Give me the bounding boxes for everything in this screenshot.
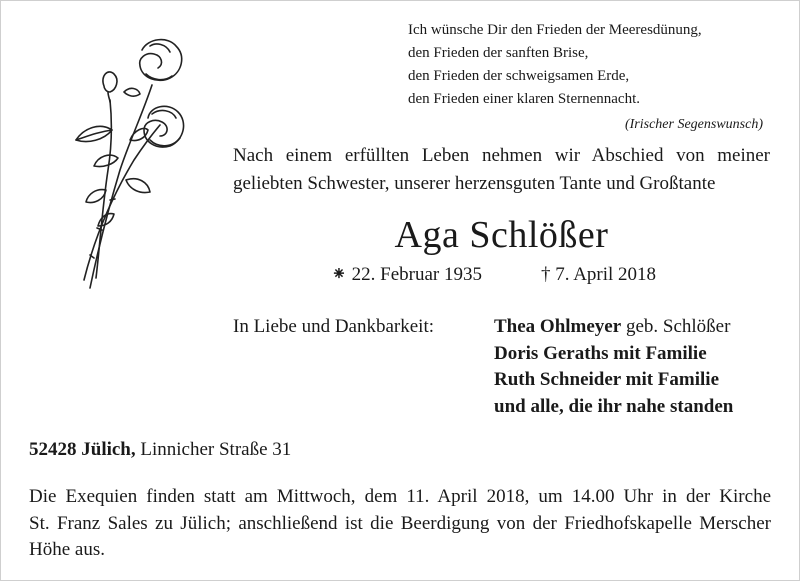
mourner-maiden-name: geb. Schlößer bbox=[621, 316, 731, 337]
thanks-label: In Liebe und Dankbarkeit: bbox=[233, 316, 435, 337]
address bbox=[29, 437, 291, 463]
deceased-name: Aga Schlößer bbox=[394, 214, 609, 256]
address-street: Linnicher Straße 31 bbox=[135, 439, 292, 460]
poem-line: den Frieden einer klaren Sternennacht. bbox=[408, 91, 640, 107]
poem bbox=[408, 19, 778, 136]
mourner-name: Ruth Schneider mit Familie bbox=[494, 369, 720, 390]
life-dates bbox=[331, 262, 691, 288]
mourner-row bbox=[494, 341, 733, 368]
mourner-name: und alle, die ihr nahe standen bbox=[494, 395, 734, 417]
address-city: 52428 Jülich, bbox=[29, 439, 136, 460]
death-date: † 7. April 2018 bbox=[541, 264, 657, 285]
funeral-line: Höhe aus. bbox=[29, 539, 105, 560]
funeral-info bbox=[29, 484, 771, 564]
poem-line: den Frieden der sanften Brise, bbox=[408, 45, 589, 61]
mourners-list bbox=[494, 314, 733, 420]
roses-icon bbox=[50, 30, 200, 290]
funeral-line: St. Franz Sales zu Jülich; anschließend ist die Beerdigung von der Friedhofskapelle Merscher bbox=[29, 512, 771, 534]
mourner-name: Doris Geraths mit Familie bbox=[494, 342, 707, 364]
poem-source: (Irischer Segenswunsch) bbox=[624, 117, 763, 132]
poem-line: Ich wünsche Dir den Frieden der Meeresdünung, bbox=[408, 22, 702, 38]
funeral-line: Die Exequien finden statt am Mittwoch, dem 11. April 2018, um 14.00 Uhr in der Kirche bbox=[29, 486, 771, 507]
poem-line: den Frieden der schweigsamen Erde, bbox=[408, 68, 630, 84]
intro-text: Nach einem erfüllten Leben nehmen wir Abschied von meiner geliebten Schwester, unserer herzensguten Tante und Großtante bbox=[233, 145, 770, 194]
mourner-name: Thea Ohlmeyer bbox=[494, 316, 622, 337]
mourner-row bbox=[494, 314, 733, 341]
mourner-row bbox=[494, 394, 733, 421]
birth-date: ⁕ 22. Februar 1935 bbox=[331, 264, 483, 285]
mourner-row bbox=[494, 367, 733, 394]
